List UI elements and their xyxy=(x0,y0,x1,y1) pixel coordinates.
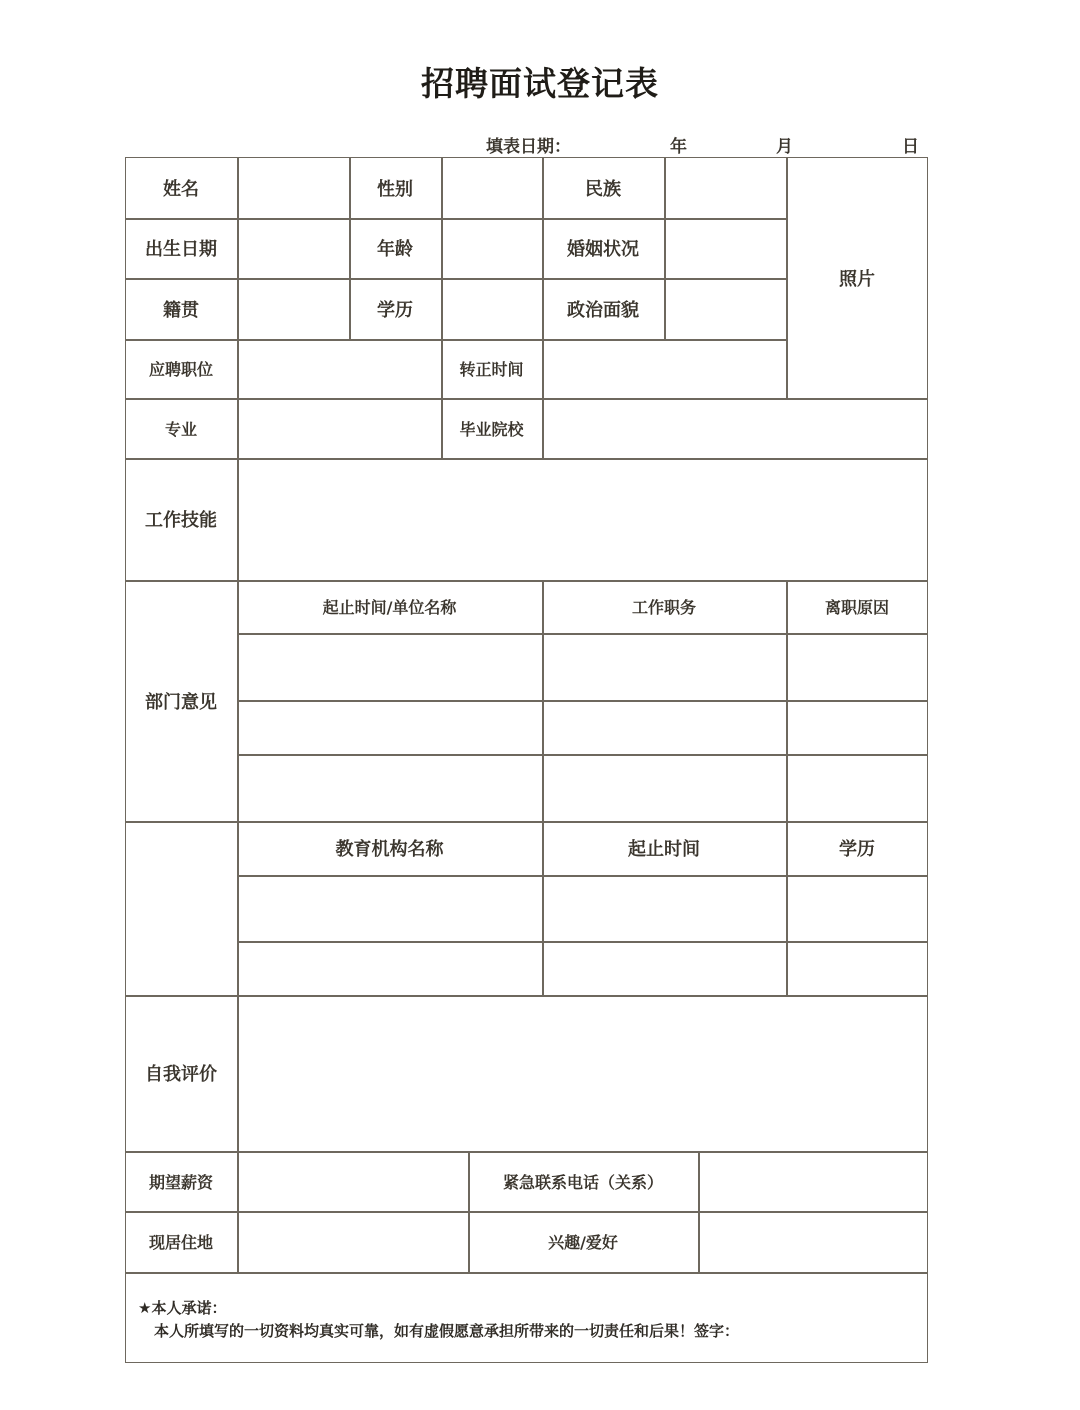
work-history-cell[interactable] xyxy=(237,700,542,754)
education-history-cell[interactable] xyxy=(237,875,542,941)
work-skills-field[interactable] xyxy=(237,458,928,580)
marital-status-field[interactable] xyxy=(664,218,786,278)
position-applied-field[interactable] xyxy=(237,339,441,398)
expected-salary-field[interactable] xyxy=(237,1151,468,1211)
graduate-school-field[interactable] xyxy=(542,398,928,458)
emergency-contact-field[interactable] xyxy=(698,1151,928,1211)
gender-field[interactable] xyxy=(441,157,542,218)
name-field[interactable] xyxy=(237,157,349,218)
date-month-label: 月 xyxy=(776,137,793,157)
education-field[interactable] xyxy=(441,278,542,339)
education-history-cell[interactable] xyxy=(542,941,786,995)
ethnicity-label: 民族 xyxy=(585,178,621,200)
education-history-cell[interactable] xyxy=(542,875,786,941)
work-history-cell[interactable] xyxy=(237,754,542,821)
education-history-cell[interactable] xyxy=(786,941,928,995)
education-history-cell[interactable] xyxy=(237,941,542,995)
gender-label: 性别 xyxy=(377,178,413,200)
political-status-label: 政治面貌 xyxy=(567,299,639,321)
birth-date-label: 出生日期 xyxy=(145,239,217,260)
education-header-institution: 教育机构名称 xyxy=(335,839,444,860)
native-place-field[interactable] xyxy=(237,278,349,339)
expected-salary-label: 期望薪资 xyxy=(148,1172,213,1192)
star-icon: ★ xyxy=(138,1299,152,1317)
pledge-heading: 本人承诺： xyxy=(151,1299,227,1317)
work-history-cell[interactable] xyxy=(237,633,542,700)
position-applied-label: 应聘职位 xyxy=(148,360,213,379)
hobbies-field[interactable] xyxy=(698,1211,928,1272)
work-history-cell[interactable] xyxy=(786,754,928,821)
work-history-header-position: 工作职务 xyxy=(631,598,696,617)
grid-line xyxy=(125,1272,928,1274)
regularization-time-label: 转正时间 xyxy=(459,360,524,379)
page-title: 招聘面试登记表 xyxy=(421,64,659,103)
work-history-cell[interactable] xyxy=(786,633,928,700)
self-evaluation-label: 自我评价 xyxy=(145,1064,217,1085)
work-skills-label: 工作技能 xyxy=(145,510,217,531)
current-address-field[interactable] xyxy=(237,1211,468,1272)
work-history-cell[interactable] xyxy=(542,700,786,754)
self-evaluation-field[interactable] xyxy=(237,995,928,1151)
work-history-cell[interactable] xyxy=(542,633,786,700)
current-address-label: 现居住地 xyxy=(148,1233,213,1252)
graduate-school-label: 毕业院校 xyxy=(459,419,524,439)
marital-status-label: 婚姻状况 xyxy=(567,239,639,260)
education-header-degree: 学历 xyxy=(839,839,875,860)
native-place-label: 籍贯 xyxy=(163,299,199,321)
photo-box[interactable]: 照片 xyxy=(839,268,875,290)
date-year-label: 年 xyxy=(670,137,687,157)
regularization-time-field[interactable] xyxy=(542,339,786,398)
education-header-period: 起止时间 xyxy=(628,839,700,860)
work-history-header-leave-reason: 离职原因 xyxy=(824,598,889,617)
age-field[interactable] xyxy=(441,218,542,278)
work-history-header-period-company: 起止时间/单位名称 xyxy=(322,598,457,617)
pledge-section xyxy=(138,1297,918,1343)
date-day-label: 日 xyxy=(902,137,919,157)
ethnicity-field[interactable] xyxy=(664,157,786,218)
work-history-cell[interactable] xyxy=(786,700,928,754)
major-field[interactable] xyxy=(237,398,441,458)
pledge-heading-line xyxy=(138,1297,918,1320)
work-history-cell[interactable] xyxy=(542,754,786,821)
emergency-contact-label: 紧急联系电话（关系） xyxy=(502,1172,663,1192)
education-label: 学历 xyxy=(377,299,413,321)
birth-date-field[interactable] xyxy=(237,218,349,278)
name-label: 姓名 xyxy=(163,178,199,200)
hobbies-label: 兴趣/爱好 xyxy=(548,1233,618,1252)
education-history-label-empty xyxy=(125,821,237,995)
major-label: 专业 xyxy=(164,419,197,439)
age-label: 年龄 xyxy=(377,239,413,260)
department-opinion-label: 部门意见 xyxy=(145,691,217,713)
political-status-field[interactable] xyxy=(664,278,786,339)
pledge-text: 本人所填写的一切资料均真实可靠，如有虚假愿意承担所带来的一切责任和后果！签字： xyxy=(154,1322,740,1340)
education-history-cell[interactable] xyxy=(786,875,928,941)
fill-date-label: 填表日期： xyxy=(486,137,571,157)
